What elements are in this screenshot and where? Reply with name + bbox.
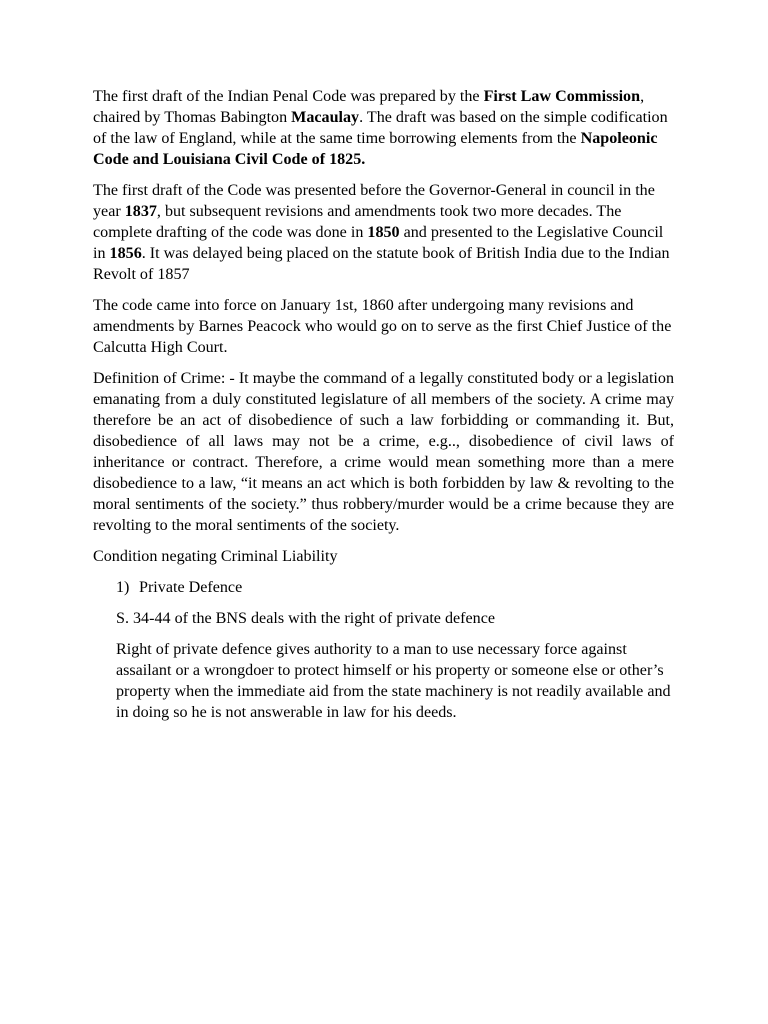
text-run: . It was delayed being placed on the statute book of British India due to the Indian Revolt of 1857 [93,245,670,283]
bold-napoleonic-code: Napoleonic Code and Louisiana Civil Code of 1825. [93,130,658,168]
paragraph-condition-heading: Condition negating Criminal Liability [93,548,338,565]
text-run: The first draft of the Indian Penal Code was prepared by the [93,88,484,105]
bold-1837: 1837 [124,203,157,220]
paragraph-code-in-force: The code came into force on January 1st, 1860 after undergoing many revisions and amendments by Barnes Peacock who would go on to serve as the first Chief Justice of the Calcutta High Court. [93,297,672,356]
paragraph-code-presented [93,180,674,285]
paragraph-definition-of-crime: Definition of Crime: - It maybe the command of a legally constituted body or a legislation emanating from a duly constituted legislature of all members of the society. A crime may therefore be an act of disobedience of such a law forbidding or commanding it. But, disobedience of all laws may not be a crime, e.g.., disobedience of civil laws of inheritance or contract. Therefore, a crime would mean something more than a mere disobedience to a law, “it means an act which is both forbidden by law & revolting to the moral sentiments of the society.” thus robbery/murder would be a crime because they are revolting to the moral sentiments of the society. [93,370,674,534]
list-number: 1) [116,579,130,596]
text-run: The first draft of the Code was presented before the Governor-General in council in the year [93,182,655,220]
text-run: and presented to the Legislative Council in [93,224,664,262]
bold-1850: 1850 [367,224,400,241]
paragraph-right-of-private-defence: Right of private defence gives authority to a man to use necessary force against assailant or a wrongdoer to protect himself or his property or someone else or other’s property when the immediate aid from the state machinery is not readily available and in doing so he is not answerable in law for his deeds. [116,641,671,721]
list-label: Private Defence [139,579,243,596]
paragraph-bns-section: S. 34-44 of the BNS deals with the right of private defence [116,610,496,627]
list-item-private-defence [116,577,674,598]
paragraph-ipc-first-draft [93,86,674,170]
text-run: , but subsequent revisions and amendments took two more decades. The complete drafting of the code was done in [93,203,622,241]
text-run: , chaired by Thomas Babington [93,88,645,126]
bold-1856: 1856 [109,245,142,262]
text-run: . The draft was based on the simple codification of the law of England, while at the same time borrowing elements from the [93,109,668,147]
bold-first-law-commission: First Law Commission [483,88,641,105]
bold-macaulay: Macaulay [291,109,360,126]
